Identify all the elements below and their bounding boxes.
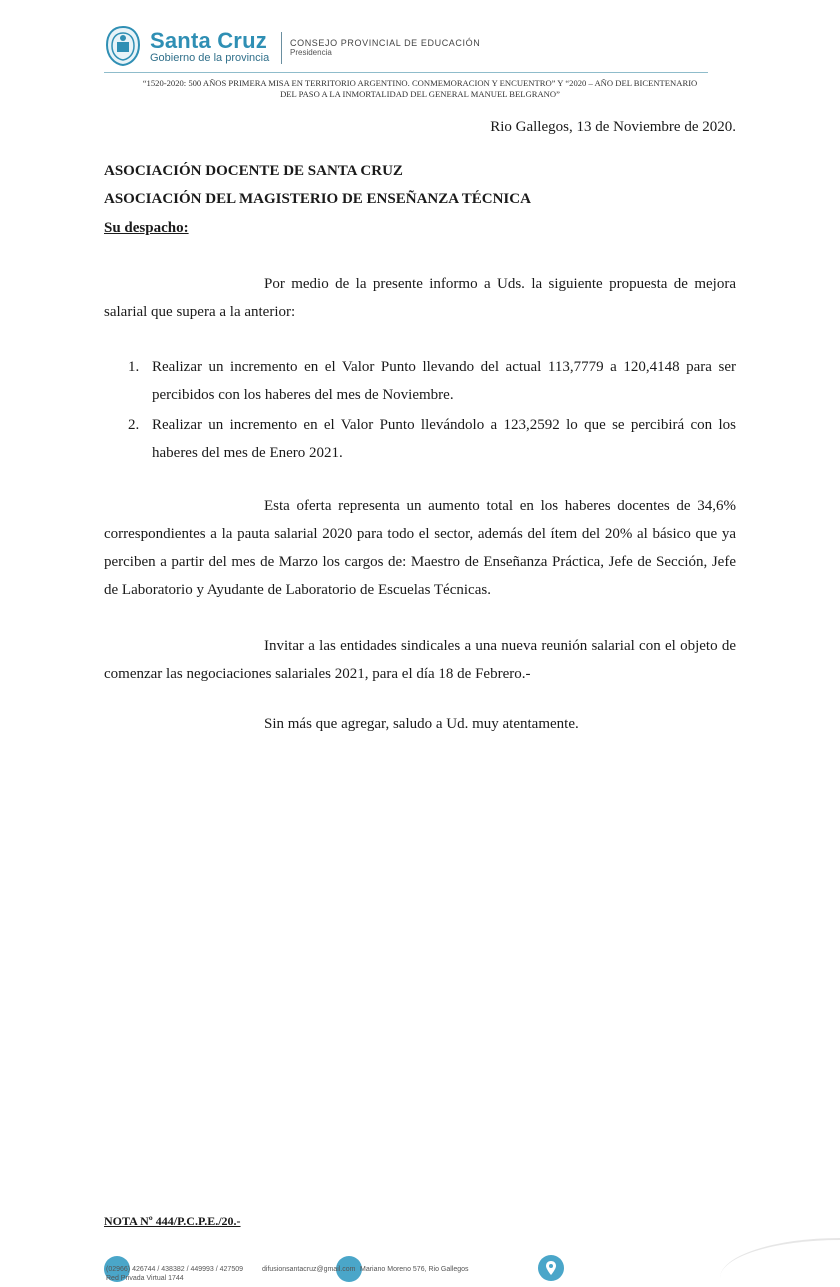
- proposal-list: [104, 353, 736, 469]
- intro-paragraph: Por medio de la presente informo a Uds. la siguiente propuesta de mejora salarial que supera a la anterior:: [104, 276, 736, 320]
- header-motto: [100, 78, 740, 100]
- footer-phones: (02966) 426744 / 438382 / 449993 / 427509: [106, 1266, 244, 1273]
- brand-subtitle: Gobierno de la provincia: [150, 52, 270, 64]
- motto-line-2: DEL PASO A LA INMORTALIDAD DEL GENERAL MANUEL BELGRANO”: [280, 89, 560, 99]
- brand-divider: [281, 32, 282, 64]
- list-item-number: 1.: [128, 359, 140, 375]
- list-item-text: Realizar un incremento en el Valor Punto llevando del actual 113,7779 a 120,4148 para ser percibidos con los haberes del mes de Noviembre.: [152, 359, 736, 403]
- location-pin-icon: [537, 1254, 565, 1287]
- recipient-2: ASOCIACIÓN DEL MAGISTERIO DE ENSEÑANZA TÉCNICA: [104, 191, 531, 207]
- brand-name: Santa Cruz: [150, 28, 267, 53]
- list-item: [104, 411, 736, 467]
- list-item-text: Realizar un incremento en el Valor Punto llevándolo a 123,2592 lo que se percibirá con los haberes del mes de Enero 2021.: [152, 417, 736, 461]
- header-rule: [104, 72, 708, 73]
- letter-date: Rio Gallegos, 13 de Noviembre de 2020.: [490, 119, 736, 135]
- offer-paragraph: Esta oferta representa un aumento total en los haberes docentes de 34,6% correspondientes a la pauta salarial 2020 para todo el sector, además del ítem del 20% al básico que ya perciben a partir del mes de Marzo los cargos de: Maestro de Enseñanza Práctica, Jefe de Sección, Jefe de Laboratorio y Ayudante de Laboratorio de Escuelas Técnicas.: [104, 498, 736, 598]
- salutation: Su despacho:: [104, 220, 189, 236]
- page-curl-shadow: [720, 1238, 840, 1280]
- council-name: CONSEJO PROVINCIAL DE EDUCACIÓN: [290, 38, 481, 48]
- footer-extra: Red Privada Virtual 1744: [106, 1275, 184, 1282]
- footer-email: difusionsantacruz@gmail.com: [262, 1266, 356, 1273]
- list-item: [104, 353, 736, 409]
- motto-line-1: “1520-2020: 500 AÑOS PRIMERA MISA EN TERRITORIO ARGENTINO. CONMEMORACION Y ENCUENTRO” Y “2020 – AÑO DEL BICENTENARIO: [142, 78, 698, 88]
- provincial-seal-icon: [104, 25, 142, 67]
- footer-address: Mariano Moreno 576, Rio Gallegos: [360, 1266, 469, 1273]
- council-subtitle: Presidencia: [290, 48, 332, 57]
- closing-line: Sin más que agregar, saludo a Ud. muy atentamente.: [264, 716, 579, 732]
- list-item-number: 2.: [128, 417, 140, 433]
- recipient-1: ASOCIACIÓN DOCENTE DE SANTA CRUZ: [104, 163, 403, 179]
- invite-paragraph: Invitar a las entidades sindicales a una nueva reunión salarial con el objeto de comenzar las negociaciones salariales 2021, para el día 18 de Febrero.-: [104, 638, 736, 682]
- note-number: NOTA Nº 444/P.C.P.E./20.-: [104, 1214, 241, 1228]
